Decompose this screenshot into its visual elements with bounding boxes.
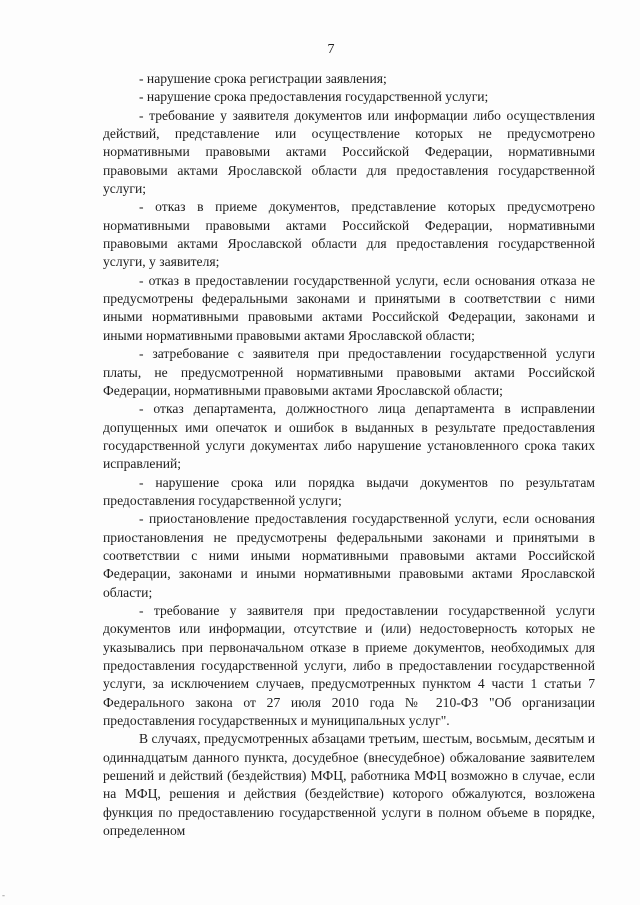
paragraph-violation-registration-term: - нарушение срока регистрации заявления; [139,71,387,86]
paragraph-requirement-missing-info: - требование у заявителя при предоставлении государственной услуги документов или информации, отсутствие и (или) недостоверность которых не указывались при первоначальном отказе в приеме документов, необходимых для предоставления государственной услуги, либо в предоставлении государственной услуги, за исключением случаев, предусмотренных пунктом 4 части 1 статьи 7 Федерального закона от 27 июля 2010 года № 210-ФЗ "Об организации предоставления государственных и муниципальных услуг". [103,602,595,729]
paragraph-refusal-accept-documents: - отказ в приеме документов, представление которых предусмотрено нормативными правовыми актами Российской Федерации, нормативными правовыми актами Ярославской области для предоставления государственной услуги, у заявителя; [103,199,595,270]
document-body [103,70,595,840]
paragraph-demand-payment: - затребование с заявителя при предоставлении государственной услуги платы, не предусмотренной нормативными правовыми актами Российской Федерации, нормативными правовыми актами Ярославской области; [103,346,595,398]
paragraph-suspension-service: - приостановление предоставления государственной услуги, если основания приостановления не предусмотрены федеральными законами и принятыми в соответствии с ними иными нормативными правовыми актами Российской Федерации, законами и иными нормативными правовыми актами Ярославской области; [103,511,595,600]
page-number: 7 [327,42,335,57]
paragraph-refusal-service: - отказ в предоставлении государственной услуги, если основания отказа не предусмотрены федеральными законами и принятыми в соответствии с ними иными нормативными правовыми актами Российской Федерации, законами и иными нормативными правовыми актами Ярославской области; [103,272,595,343]
paragraph-refusal-correct-errors: - отказ департамента, должностного лица департамента в исправлении допущенных ими опечаток и ошибок в выданных в результате предоставления государственной услуги документах либо нарушение установленного срока таких исправлений; [103,401,595,472]
paragraph-pretrial-appeal-mfc: В случаях, предусмотренных абзацами третьим, шестым, восьмым, десятым и одиннадцатым данного пункта, досудебное (внесудебное) обжалование заявителем решений и действий (бездействия) МФЦ, работника МФЦ возможно в случае, если на МФЦ, решения и действия (бездействие) которого обжалуются, возложена функция по предоставлению государственной услуги в полном объеме в порядке, определенном [103,731,595,839]
paragraph-requirement-documents: - требование у заявителя документов или информации либо осуществления действий, представление или осуществление которых не предусмотрено нормативными правовыми актами Российской Федерации, нормативными правовыми актами Ярославской области для предоставления государственной услуги; [103,107,595,197]
scan-margin-mark: - [2,890,5,900]
paragraph-violation-service-term: - нарушение срока предоставления государственной услуги; [139,89,489,105]
paragraph-violation-issue-documents: - нарушение срока или порядка выдачи документов по результатам предоставления государственной услуги; [103,474,595,508]
